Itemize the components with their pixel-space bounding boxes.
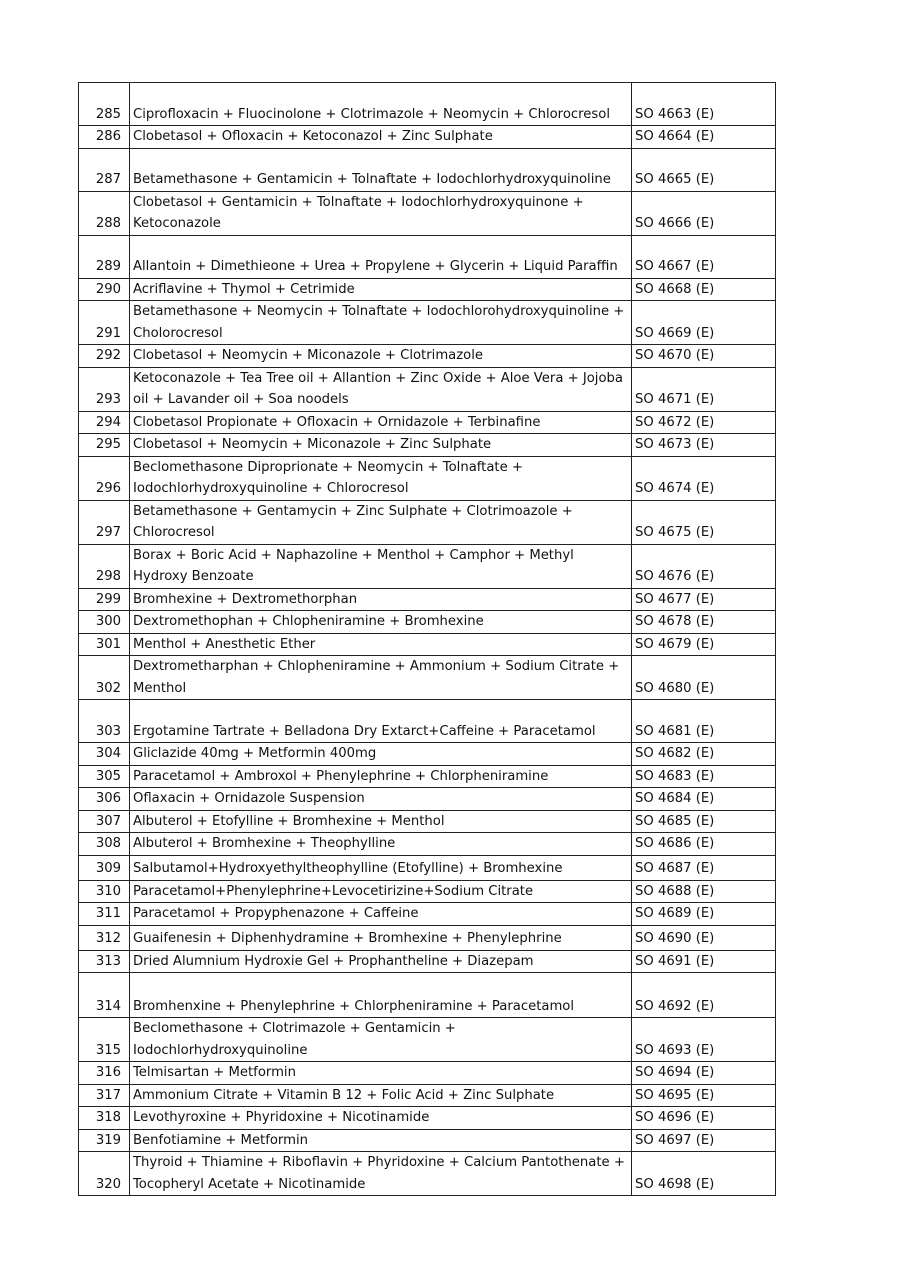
composition-cell: Levothyroxine + Phyridoxine + Nicotinamide xyxy=(130,1107,632,1130)
composition-cell: Telmisartan + Metformin xyxy=(130,1062,632,1085)
table-row xyxy=(79,367,776,411)
composition-cell: Clobetasol + Neomycin + Miconazole + Clotrimazole xyxy=(130,345,632,368)
table-row xyxy=(79,973,776,1018)
notification-cell: SO 4693 (E) xyxy=(632,1018,776,1062)
row-number: 290 xyxy=(79,278,130,301)
composition-cell: Bromhexine + Dextromethorphan xyxy=(130,588,632,611)
composition-cell: Beclomethasone Diproprionate + Neomycin + Tolnaftate + Iodochlorhydroxyquinoline + Chlorocresol xyxy=(130,456,632,500)
notification-cell: SO 4687 (E) xyxy=(632,855,776,880)
table-row xyxy=(79,434,776,457)
row-number: 310 xyxy=(79,880,130,903)
notification-cell: SO 4671 (E) xyxy=(632,367,776,411)
notification-cell: SO 4675 (E) xyxy=(632,500,776,544)
row-number: 304 xyxy=(79,743,130,766)
table-row xyxy=(79,1152,776,1196)
fdc-table xyxy=(78,82,776,1196)
composition-cell: Ergotamine Tartrate + Belladona Dry Extarct+Caffeine + Paracetamol xyxy=(130,700,632,743)
table-row xyxy=(79,950,776,973)
composition-cell: Albuterol + Bromhexine + Theophylline xyxy=(130,833,632,856)
composition-cell: Paracetamol + Ambroxol + Phenylephrine + Chlorpheniramine xyxy=(130,765,632,788)
table-row xyxy=(79,1018,776,1062)
table-row xyxy=(79,588,776,611)
row-number: 300 xyxy=(79,611,130,634)
composition-cell: Clobetasol + Gentamicin + Tolnaftate + Iodochlorhydroxyquinone + Ketoconazole xyxy=(130,191,632,235)
table-row xyxy=(79,278,776,301)
table-row xyxy=(79,235,776,278)
table-row xyxy=(79,765,776,788)
table-row xyxy=(79,126,776,149)
row-number: 305 xyxy=(79,765,130,788)
notification-cell: SO 4692 (E) xyxy=(632,973,776,1018)
table-row xyxy=(79,855,776,880)
composition-cell: Salbutamol+Hydroxyethyltheophylline (Etofylline) + Bromhexine xyxy=(130,855,632,880)
notification-cell: SO 4670 (E) xyxy=(632,345,776,368)
row-number: 320 xyxy=(79,1152,130,1196)
notification-cell: SO 4697 (E) xyxy=(632,1129,776,1152)
composition-cell: Guaifenesin + Diphenhydramine + Bromhexine + Phenylephrine xyxy=(130,925,632,950)
composition-cell: Clobetasol + Neomycin + Miconazole + Zinc Sulphate xyxy=(130,434,632,457)
row-number: 311 xyxy=(79,903,130,926)
row-number: 308 xyxy=(79,833,130,856)
table-row xyxy=(79,743,776,766)
composition-cell: Ammonium Citrate + Vitamin B 12 + Folic Acid + Zinc Sulphate xyxy=(130,1084,632,1107)
composition-cell: Albuterol + Etofylline + Bromhexine + Menthol xyxy=(130,810,632,833)
composition-cell: Gliclazide 40mg + Metformin 400mg xyxy=(130,743,632,766)
notification-cell: SO 4667 (E) xyxy=(632,235,776,278)
notification-cell: SO 4698 (E) xyxy=(632,1152,776,1196)
notification-cell: SO 4663 (E) xyxy=(632,83,776,126)
composition-cell: Betamethasone + Gentamicin + Tolnaftate + Iodochlorhydroxyquinoline xyxy=(130,148,632,191)
row-number: 294 xyxy=(79,411,130,434)
row-number: 303 xyxy=(79,700,130,743)
composition-cell: Betamethasone + Gentamycin + Zinc Sulphate + Clotrimoazole + Chlorocresol xyxy=(130,500,632,544)
notification-cell: SO 4690 (E) xyxy=(632,925,776,950)
composition-cell: Acriflavine + Thymol + Cetrimide xyxy=(130,278,632,301)
composition-cell: Ciprofloxacin + Fluocinolone + Clotrimazole + Neomycin + Chlorocresol xyxy=(130,83,632,126)
row-number: 315 xyxy=(79,1018,130,1062)
composition-cell: Benfotiamine + Metformin xyxy=(130,1129,632,1152)
composition-cell: Clobetasol Propionate + Ofloxacin + Ornidazole + Terbinafine xyxy=(130,411,632,434)
composition-cell: Oflaxacin + Ornidazole Suspension xyxy=(130,788,632,811)
row-number: 306 xyxy=(79,788,130,811)
row-number: 286 xyxy=(79,126,130,149)
row-number: 319 xyxy=(79,1129,130,1152)
table-row xyxy=(79,880,776,903)
table-row xyxy=(79,633,776,656)
composition-cell: Paracetamol + Propyphenazone + Caffeine xyxy=(130,903,632,926)
table-row xyxy=(79,903,776,926)
composition-cell: Ketoconazole + Tea Tree oil + Allantion + Zinc Oxide + Aloe Vera + Jojoba oil + Lavander oil + Soa noodels xyxy=(130,367,632,411)
table-row xyxy=(79,788,776,811)
table-row xyxy=(79,833,776,856)
row-number: 295 xyxy=(79,434,130,457)
notification-cell: SO 4664 (E) xyxy=(632,126,776,149)
table-row xyxy=(79,810,776,833)
composition-cell: Clobetasol + Ofloxacin + Ketoconazol + Zinc Sulphate xyxy=(130,126,632,149)
row-number: 298 xyxy=(79,544,130,588)
row-number: 297 xyxy=(79,500,130,544)
table-row xyxy=(79,1107,776,1130)
notification-cell: SO 4673 (E) xyxy=(632,434,776,457)
row-number: 313 xyxy=(79,950,130,973)
row-number: 299 xyxy=(79,588,130,611)
row-number: 317 xyxy=(79,1084,130,1107)
row-number: 292 xyxy=(79,345,130,368)
row-number: 309 xyxy=(79,855,130,880)
table-row xyxy=(79,544,776,588)
row-number: 293 xyxy=(79,367,130,411)
notification-cell: SO 4682 (E) xyxy=(632,743,776,766)
composition-cell: Thyroid + Thiamine + Riboflavin + Phyridoxine + Calcium Pantothenate + Tocopheryl Acetate + Nicotinamide xyxy=(130,1152,632,1196)
notification-cell: SO 4683 (E) xyxy=(632,765,776,788)
table-row xyxy=(79,191,776,235)
notification-cell: SO 4674 (E) xyxy=(632,456,776,500)
row-number: 289 xyxy=(79,235,130,278)
row-number: 312 xyxy=(79,925,130,950)
table-row xyxy=(79,411,776,434)
table-row xyxy=(79,148,776,191)
row-number: 302 xyxy=(79,656,130,700)
row-number: 301 xyxy=(79,633,130,656)
table-row xyxy=(79,1084,776,1107)
notification-cell: SO 4680 (E) xyxy=(632,656,776,700)
notification-cell: SO 4696 (E) xyxy=(632,1107,776,1130)
composition-cell: Allantoin + Dimethieone + Urea + Propylene + Glycerin + Liquid Paraffin xyxy=(130,235,632,278)
table-row xyxy=(79,83,776,126)
composition-cell: Beclomethasone + Clotrimazole + Gentamicin + Iodochlorhydroxyquinoline xyxy=(130,1018,632,1062)
notification-cell: SO 4668 (E) xyxy=(632,278,776,301)
row-number: 288 xyxy=(79,191,130,235)
notification-cell: SO 4684 (E) xyxy=(632,788,776,811)
row-number: 285 xyxy=(79,83,130,126)
table-row xyxy=(79,345,776,368)
row-number: 291 xyxy=(79,301,130,345)
table-row xyxy=(79,456,776,500)
notification-cell: SO 4685 (E) xyxy=(632,810,776,833)
row-number: 287 xyxy=(79,148,130,191)
composition-cell: Bromhenxine + Phenylephrine + Chlorpheniramine + Paracetamol xyxy=(130,973,632,1018)
notification-cell: SO 4672 (E) xyxy=(632,411,776,434)
table-row xyxy=(79,611,776,634)
notification-cell: SO 4666 (E) xyxy=(632,191,776,235)
table-row xyxy=(79,301,776,345)
composition-cell: Dextromethophan + Chlopheniramine + Bromhexine xyxy=(130,611,632,634)
notification-cell: SO 4686 (E) xyxy=(632,833,776,856)
row-number: 307 xyxy=(79,810,130,833)
row-number: 296 xyxy=(79,456,130,500)
composition-cell: Borax + Boric Acid + Naphazoline + Menthol + Camphor + Methyl Hydroxy Benzoate xyxy=(130,544,632,588)
table-row xyxy=(79,925,776,950)
table-row xyxy=(79,1062,776,1085)
composition-cell: Dried Alumnium Hydroxie Gel + Prophantheline + Diazepam xyxy=(130,950,632,973)
composition-cell: Paracetamol+Phenylephrine+Levocetirizine+Sodium Citrate xyxy=(130,880,632,903)
notification-cell: SO 4681 (E) xyxy=(632,700,776,743)
notification-cell: SO 4679 (E) xyxy=(632,633,776,656)
notification-cell: SO 4678 (E) xyxy=(632,611,776,634)
table-row xyxy=(79,500,776,544)
notification-cell: SO 4688 (E) xyxy=(632,880,776,903)
notification-cell: SO 4665 (E) xyxy=(632,148,776,191)
row-number: 314 xyxy=(79,973,130,1018)
notification-cell: SO 4691 (E) xyxy=(632,950,776,973)
composition-cell: Betamethasone + Neomycin + Tolnaftate + Iodochlorohydroxyquinoline + Cholorocresol xyxy=(130,301,632,345)
table-row xyxy=(79,1129,776,1152)
table-row xyxy=(79,656,776,700)
notification-cell: SO 4695 (E) xyxy=(632,1084,776,1107)
notification-cell: SO 4669 (E) xyxy=(632,301,776,345)
table-row xyxy=(79,700,776,743)
composition-cell: Dextrometharphan + Chlopheniramine + Ammonium + Sodium Citrate + Menthol xyxy=(130,656,632,700)
notification-cell: SO 4689 (E) xyxy=(632,903,776,926)
row-number: 318 xyxy=(79,1107,130,1130)
notification-cell: SO 4694 (E) xyxy=(632,1062,776,1085)
composition-cell: Menthol + Anesthetic Ether xyxy=(130,633,632,656)
notification-cell: SO 4676 (E) xyxy=(632,544,776,588)
notification-cell: SO 4677 (E) xyxy=(632,588,776,611)
row-number: 316 xyxy=(79,1062,130,1085)
